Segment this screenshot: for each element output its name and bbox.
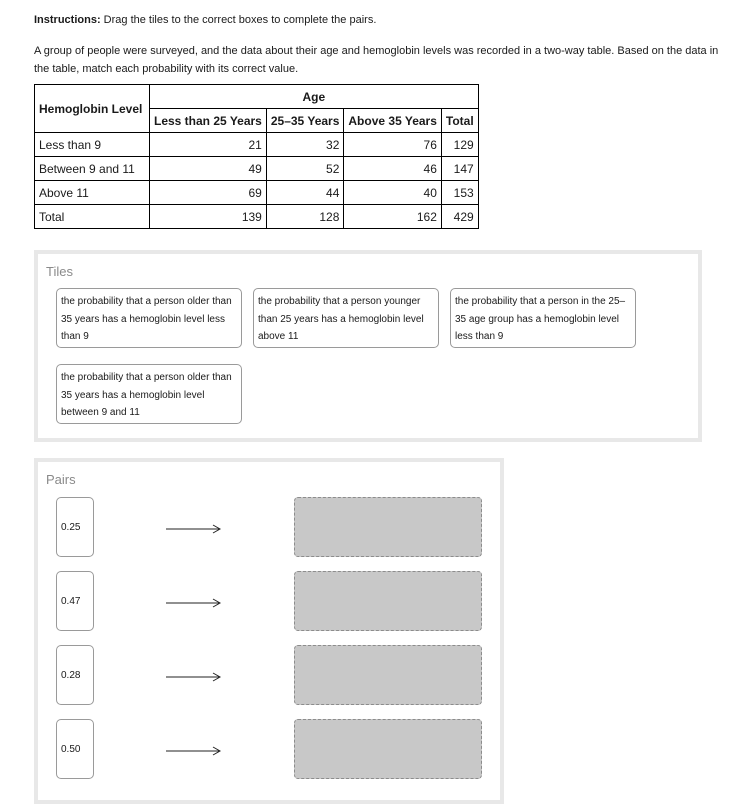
pair-value-text: 0.25	[61, 521, 81, 533]
draggable-tile[interactable]: the probability that a person younger than 25 years has a hemoglobin level above 11	[253, 288, 439, 348]
table-row	[35, 181, 479, 205]
drop-target[interactable]	[294, 645, 482, 705]
tiles-title: Tiles	[46, 264, 73, 279]
column-header: Above 35 Years	[344, 109, 442, 133]
cell: 40	[344, 181, 442, 205]
row-label: Above 11	[35, 181, 150, 205]
drop-target[interactable]	[294, 571, 482, 631]
drop-target[interactable]	[294, 719, 482, 779]
cell: 147	[441, 157, 478, 181]
column-header: 25–35 Years	[266, 109, 344, 133]
cell: 429	[441, 205, 478, 229]
arrow-right-icon	[166, 672, 222, 682]
cell: 153	[441, 181, 478, 205]
pair-value-text: 0.50	[61, 743, 81, 755]
arrow-right-icon	[166, 524, 222, 534]
cell: 129	[441, 133, 478, 157]
table-row	[35, 157, 479, 181]
cell: 46	[344, 157, 442, 181]
pair-value-text: 0.28	[61, 669, 81, 681]
cell: 44	[266, 181, 344, 205]
pair-value	[56, 497, 94, 557]
row-header: Hemoglobin Level	[35, 85, 150, 133]
pairs-panel	[34, 458, 504, 804]
cell: 69	[150, 181, 267, 205]
cell: 139	[150, 205, 267, 229]
cell: 49	[150, 157, 267, 181]
cell: 128	[266, 205, 344, 229]
tiles-panel	[34, 250, 702, 442]
cell: 32	[266, 133, 344, 157]
cell: 162	[344, 205, 442, 229]
two-way-table	[34, 84, 479, 229]
arrow-right-icon	[166, 598, 222, 608]
pairs-title: Pairs	[46, 472, 76, 487]
draggable-tile[interactable]: the probability that a person older than 35 years has a hemoglobin level less than 9	[56, 288, 242, 348]
intro-text: A group of people were surveyed, and the data about their age and hemoglobin levels was recorded in a two-way table. Based on the data in the table, match each probability with its correct value.	[34, 45, 719, 75]
drop-target[interactable]	[294, 497, 482, 557]
row-label: Total	[35, 205, 150, 229]
instructions-text: Drag the tiles to the correct boxes to complete the pairs.	[100, 14, 377, 26]
row-label: Less than 9	[35, 133, 150, 157]
draggable-tile[interactable]: the probability that a person in the 25–35 age group has a hemoglobin level less than 9	[450, 288, 636, 348]
cell: 76	[344, 133, 442, 157]
cell: 21	[150, 133, 267, 157]
draggable-tile[interactable]: the probability that a person older than 35 years has a hemoglobin level between 9 and 11	[56, 364, 242, 424]
column-header: Total	[441, 109, 478, 133]
pair-value	[56, 719, 94, 779]
pair-value-text: 0.47	[61, 595, 81, 607]
group-header-age: Age	[150, 85, 479, 109]
arrow-right-icon	[166, 746, 222, 756]
column-header: Less than 25 Years	[150, 109, 267, 133]
table-row	[35, 205, 479, 229]
instructions-label: Instructions:	[34, 14, 101, 26]
instructions	[34, 14, 376, 26]
cell: 52	[266, 157, 344, 181]
table-row	[35, 133, 479, 157]
pair-value	[56, 645, 94, 705]
pair-value	[56, 571, 94, 631]
row-label: Between 9 and 11	[35, 157, 150, 181]
